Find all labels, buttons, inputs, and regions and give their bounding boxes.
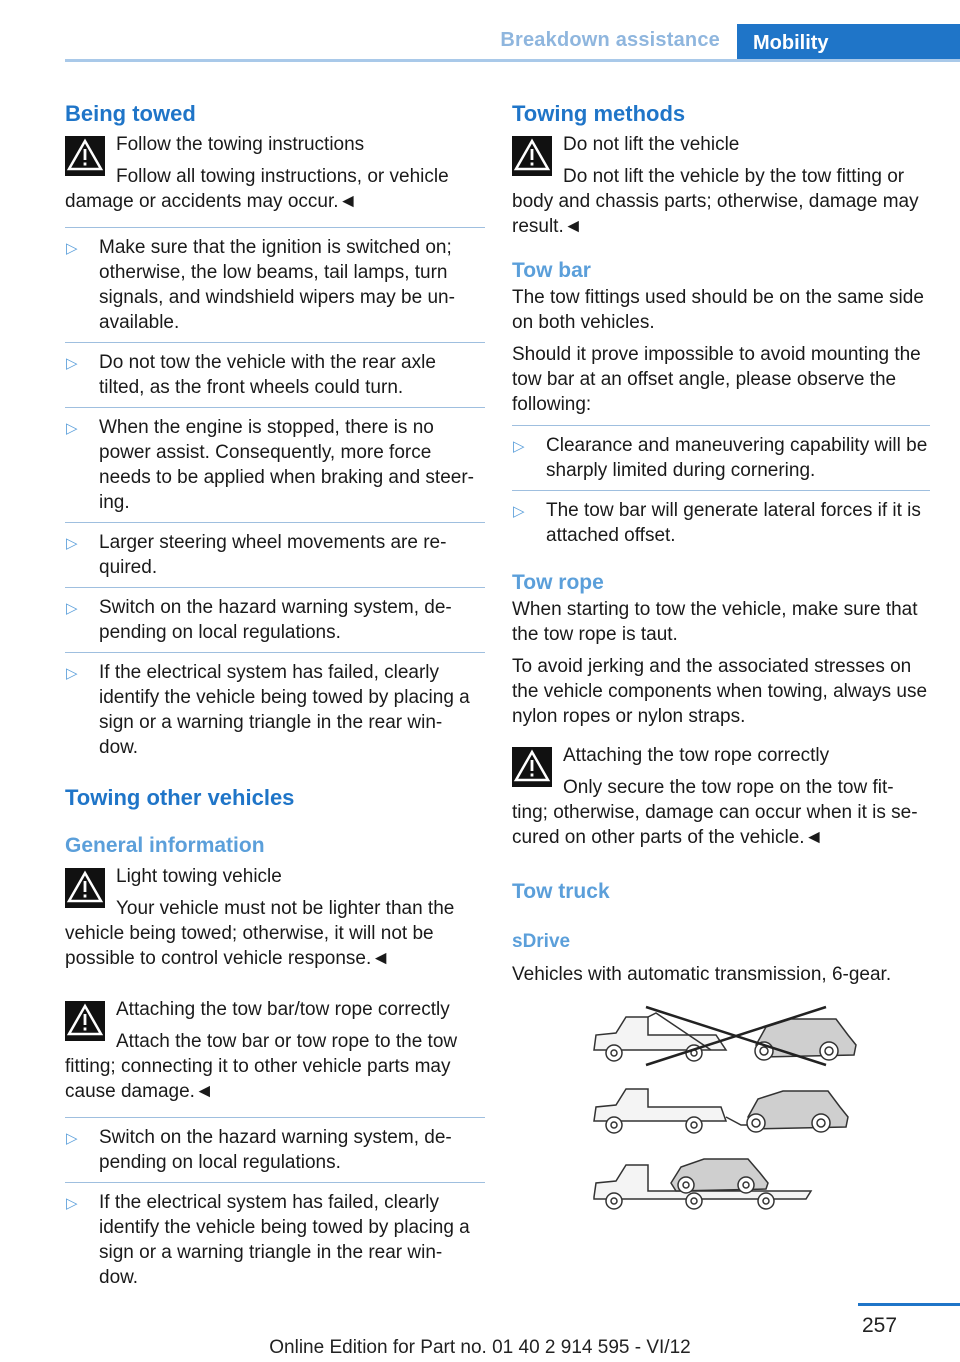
list-item: ▷ Switch on the hazard warning system, de‐ pending on local regulations.	[65, 588, 485, 653]
towing-precautions-list	[65, 227, 485, 767]
paragraph: Should it prove impossible to avoid mounting the tow bar at an offset angle, please observe the following:	[512, 344, 921, 415]
car-icon	[747, 1091, 848, 1132]
warning-title: Light towing vehicle	[116, 866, 282, 887]
heading-being-towed: Being towed	[65, 101, 196, 126]
list-bullet-triangle-icon: ▷	[66, 240, 78, 257]
car-icon	[671, 1159, 768, 1193]
warning-triangle-icon	[65, 868, 105, 908]
list-item: ▷ If the electrical system has failed, clearly identify the vehicle being towed by placing a sign or a warning triangle in the rear win‐ dow.	[66, 662, 470, 758]
list-item: ▷ Larger steering wheel movements are re‐ quired.	[65, 523, 485, 588]
warning-body: Your vehicle must not be lighter than the vehicle being towed; otherwise, it will not be possible to control vehicle response.◄	[65, 898, 455, 969]
heading-towing-other-vehicles: Towing other vehicles	[65, 785, 295, 810]
warning-body: Follow all towing instructions, or vehicle damage or accidents may occur.◄	[65, 166, 449, 212]
list-bullet-triangle-icon: ▷	[66, 1195, 78, 1212]
page-number-rule	[858, 1303, 960, 1306]
warning-follow-instructions	[65, 128, 485, 214]
warning-do-not-lift	[512, 128, 930, 239]
warning-title: Do not lift the vehicle	[563, 134, 740, 155]
list-bullet-triangle-icon: ▷	[66, 355, 78, 372]
heading-tow-bar: Tow bar	[512, 259, 591, 282]
warning-title: Attaching the tow bar/tow rope correctly	[116, 999, 450, 1020]
list-bullet-triangle-icon: ▷	[513, 438, 525, 455]
list-bullet-triangle-icon: ▷	[66, 1130, 78, 1147]
truck-icon	[594, 1089, 756, 1133]
warning-title: Follow the towing instructions	[116, 134, 365, 155]
warning-attaching-tow-bar	[65, 993, 485, 1104]
page-number: 257	[862, 1314, 898, 1337]
list-item: ▷ Switch on the hazard warning system, de‐ pending on local regulations.	[65, 1118, 485, 1183]
list-item: ▷ The tow bar will generate lateral forces if it is attached offset.	[513, 500, 921, 546]
warning-triangle-icon	[65, 1001, 105, 1041]
paragraph: Vehicles with automatic transmission, 6-gear.	[512, 964, 892, 985]
right-column	[512, 100, 930, 1215]
warning-body: Do not lift the vehicle by the tow fitting or body and chassis parts; otherwise, damage may result.◄	[512, 166, 919, 237]
warning-triangle-icon	[65, 136, 105, 176]
warning-body: Only secure the tow rope on the tow fit‐ ting; otherwise, damage can occur when it is se‐ cured on other parts of the vehicle.◄	[512, 777, 918, 848]
warning-triangle-icon	[512, 747, 552, 787]
paragraph: The tow fittings used should be on the same side on both vehicles.	[512, 287, 924, 333]
heading-tow-rope: Tow rope	[512, 571, 604, 594]
warning-light-towing-vehicle	[65, 860, 485, 971]
paragraph: When starting to tow the vehicle, make sure that the tow rope is taut.	[512, 599, 918, 645]
list-item: ▷ When the engine is stopped, there is no power assist. Consequently, more force needs to be applied when braking and steer‐ ing.	[65, 408, 485, 523]
warning-attaching-tow-rope	[512, 739, 930, 850]
heading-sdrive: sDrive	[512, 931, 571, 952]
list-item: ▷ Make sure that the ignition is switched on; otherwise, the low beams, tail lamps, turn signals, and windshield wipers may be un‐ available.	[65, 228, 485, 343]
heading-general-information: General information	[65, 834, 265, 857]
list-bullet-triangle-icon: ▷	[66, 420, 78, 437]
header-rule	[65, 59, 960, 62]
list-item: ▷ If the electrical system has failed, clearly identify the vehicle being towed by placing a sign or a warning triangle in the rear win‐ dow.	[66, 1192, 470, 1288]
towing-other-list	[65, 1117, 485, 1297]
paragraph: To avoid jerking and the associated stresses on the vehicle components when towing, always use nylon ropes or nylon straps.	[512, 656, 928, 727]
heading-towing-methods: Towing methods	[512, 101, 686, 126]
list-item: ▷ Clearance and maneuvering capability will be sharply limited during cornering.	[512, 426, 930, 491]
section-title: Breakdown assistance	[500, 29, 720, 51]
list-item: ▷ Do not tow the vehicle with the rear axle tilted, as the front wheels could turn.	[65, 343, 485, 408]
towing-illustration	[586, 1005, 861, 1215]
warning-triangle-icon	[512, 136, 552, 176]
left-column	[65, 100, 485, 1297]
heading-tow-truck: Tow truck	[512, 880, 610, 903]
list-bullet-triangle-icon: ▷	[513, 503, 525, 520]
warning-title: Attaching the tow rope correctly	[563, 745, 830, 766]
warning-body: Attach the tow bar or tow rope to the tow fitting; connecting it to other vehicle parts may cause damage.◄	[65, 1031, 458, 1102]
chapter-tab: Mobility	[737, 24, 960, 62]
list-bullet-triangle-icon: ▷	[66, 600, 78, 617]
truck-icon	[594, 1013, 726, 1061]
page-header	[0, 24, 960, 62]
list-bullet-triangle-icon: ▷	[66, 535, 78, 552]
tow-bar-list	[512, 425, 930, 555]
footer-edition: Online Edition for Part no. 01 40 2 914 595 - VI/12	[269, 1337, 691, 1358]
list-bullet-triangle-icon: ▷	[66, 665, 78, 682]
